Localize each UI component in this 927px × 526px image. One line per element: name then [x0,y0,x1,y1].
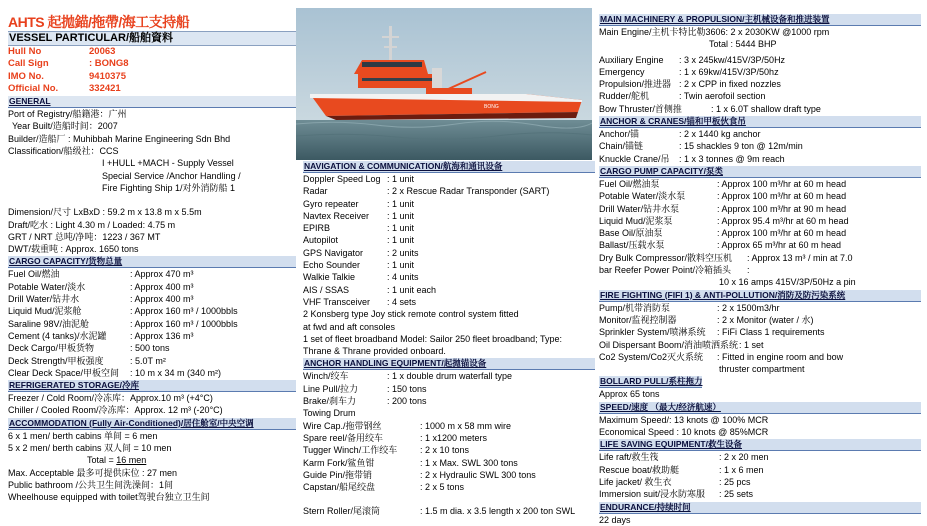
list-item: Wire Cap./拖带钢丝 : 1000 m x 58 mm wire [303,420,512,431]
total-men: Total = 16 men [87,455,147,466]
list-item: Life raft/救生筏 : 2 x 20 men [599,452,769,463]
navigation-list [303,173,595,308]
list-item: Winch/绞车 : 1 x double drum waterfall type [303,371,513,382]
list-item: Knuckle Crane/吊 : 1 x 3 tonnes @ 9m reach [599,153,785,164]
vessel-id-list [8,46,296,95]
list-item: Bow Thruster/首侧推 : 1 x 6.0T shallow draft type [599,103,821,114]
list-item: EPIRB : 1 unit [303,223,415,234]
nav-note: 1 set of fleet broadband Model: Sailor 250 fleet broadband; Type: [303,333,563,344]
draft: Draft/吃水 : Light 4.30 m / Loaded: 4.75 m [8,219,176,230]
classification: Classification/船级社：CCS [8,146,119,157]
reefer-power: 10 x 16 amps 415V/3P/50Hz a pin [719,277,856,288]
endurance-header: ENDURANCE/持续时间 [599,502,921,514]
life-saving-header: LIFE SAVING EQUIPMENT/救生设备 [599,439,921,451]
builder: Builder/造船厂 : Muhibbah Marine Engineering Sdn Bhd [8,133,231,144]
list-item: Drill Water/钻井水泵 : Approx 100 m³/hr at 90 m head [599,203,847,214]
list-item: Clear Deck Space/甲板空间 : 10 m x 34 m (340 m²) [8,367,222,378]
cargo-pump-list [599,178,921,289]
vessel-photo [296,8,592,160]
anchor-handling-header: ANCHOR HANDLING EQUIPMENT/起拋锚设备 [303,358,595,370]
list-item: Dry Bulk Compressor/散料空压机 : Approx 13 m³ / min at 7.0 [599,252,853,263]
list-item: Saraline 98V/油泥舱 : Approx 160 m³ / 1000bbls [8,318,238,329]
nav-note: 2 Konsberg type Joy stick remote control system fitted [303,309,519,320]
page-title: AHTS 起拋錨/拖帶/海工支持船 [8,14,190,30]
life-saving-list [599,451,921,500]
list-item: Stern Roller/尾滚筒 : 1.5 m dia. x 3.5 length x 200 ton SWL [303,506,576,517]
list-item: Navtex Receiver : 1 unit [303,210,415,221]
freezer: Freezer / Cold Room/冷冻库：Approx.10 m³ (+4°C) [8,393,213,404]
accommodation-header: ACCOMMODATION (Fully Air-Conditioned)/居住舱室/中央空调 [8,418,296,430]
cargo-capacity-header: CARGO CAPACITY/货物总量 [8,256,296,268]
cabins-single: 6 x 1 men/ berth cabins 单间 = 6 men [8,430,158,441]
list-item: Radar : 2 x Rescue Radar Transponder (SART) [303,186,550,197]
list-item: Oil Dispersant Boom/消油喷洒系统 : 1 set [599,339,764,350]
left-column [8,0,296,504]
public-bathroom: Public bathroom /公共卫生间洗澡间：1间 [8,479,174,490]
fire-fighting-header: FIRE FIGHTING (FIFI 1) & ANTI-POLLUTION/消防及防污染系统 [599,290,921,302]
list-item: Life jacket/ 救生衣 : 25 pcs [599,476,751,487]
chiller: Chiller / Cooled Room/冷冻库：Approx. 12 m³ (-20°C) [8,405,223,416]
main-engine: Main Engine/主机卡特比勒3606: 2 x 2030KW @1000 rpm [599,27,830,37]
max-acceptable: Max. Acceptable 最多可提供床位 : 27 men [8,467,178,478]
list-item: Chain/锚链 : 15 shackles 9 ton @ 12m/min [599,141,803,152]
anchor-handling-list [303,370,595,517]
list-item: Potable Water/淡水 : Approx 400 m³ [8,281,194,292]
max-speed: Maximum Speed/: 13 knots @ 100% MCR [599,414,769,425]
list-item: Line Pull/拉力 : 150 tons [303,383,427,394]
machinery-list [599,54,921,115]
list-item: Rescue boat/救助艇 : 1 x 6 men [599,464,764,475]
vessel-particular-header: VESSEL PARTICULAR/船舶資料 [8,31,296,46]
list-item: Sprinkler System/喷淋系统 : FiFi Class 1 requirements [599,327,825,338]
year-built: Year Built/造船时间：2007 [12,121,118,132]
class-line: Fire Fighting Ship 1/对外消防船 1 [102,182,236,193]
list-item: Cement (4 tanks)/水泥罐 : Approx 136 m³ [8,330,194,341]
list-item: Immersion suit/浸水防寒服 : 25 sets [599,489,754,500]
list-item: Potable Water/淡水泵 : Approx 100 m³/hr at 60 m head [599,191,847,202]
list-item: Liquid Mud/泥浆舱 : Approx 160 m³ / 1000bbls [8,306,238,317]
list-item: Walkie Talkie : 4 units [303,272,419,283]
cabins-double: 5 x 2 men/ berth cabins 双人间 = 10 men [8,443,172,454]
list-item: Brake/刹车力 : 200 tons [303,396,427,407]
id-row: Hull No 20063 [8,46,116,57]
right-column [599,13,921,526]
list-item: Capstan/船尾绞盘 : 2 x 5 tons [303,482,465,493]
id-row: Call Sign : BONG8 [8,58,129,70]
cargo-capacity-list [8,268,296,379]
list-item: Deck Strength/甲板强度 : 5.0T m² [8,355,166,366]
list-item: Spare reel/备用绞车 : 1 x1200 meters [303,432,488,443]
list-item: Co2 System/Co2灭火系统 : Fitted in engine room and bow [599,351,844,362]
list-item: Autopilot : 1 unit [303,235,415,246]
list-item: Deck Cargo/甲板货物 : 500 tons [8,343,170,354]
list-item: Fuel Oil/燃油泵 : Approx 100 m³/hr at 60 m head [599,178,847,189]
list-item: Auxiliary Engine : 3 x 245kw/415V/3P/50Hz [599,54,786,65]
list-item: AIS / SSAS : 1 unit each [303,284,437,295]
vessel-photo-image [296,8,592,160]
list-item: Base Oil/原油泵 : Approx 100 m³/hr at 60 m head [599,228,847,239]
bollard-pull-header: BOLLARD PULL/系柱拖力 [600,376,703,387]
anchor-cranes-list [599,128,921,165]
fire-fighting-list [599,302,921,376]
list-item: GPS Navigator : 2 units [303,247,419,258]
port-of-registry: Port of Registry/船籍港：广州 [8,109,127,120]
nav-note: at fwd and aft consoles [303,321,396,332]
list-item: VHF Transceiver : 4 sets [303,296,417,307]
list-item: Fuel Oil/燃油 : Approx 470 m³ [8,269,194,280]
bollard-pull-value: Approx 65 tons [599,389,660,400]
list-item: Ballast/压载水泵 : Approx 65 m³/hr at 60 m head [599,240,842,251]
refrigerated-header: REFRIGERATED STORAGE/冷库 [8,380,296,392]
grt-nrt: GRT / NRT 总吨/净吨：1223 / 367 MT [8,231,161,242]
list-item: Rudder/舵机 : Twin aerofoil section [599,91,766,102]
endurance-value: 22 days [599,514,631,525]
list-item: Karm Fork/鲨鱼钳 : 1 x Max. SWL 300 tons [303,457,518,468]
list-item: Echo Sounder : 1 unit [303,260,415,271]
middle-column [303,160,595,518]
list-item: bar Reefer Power Point/冷箱插头 : [599,265,750,276]
anchor-cranes-header: ANCHOR & CRANES/锚和甲板伙食吊 [599,116,921,128]
list-item: Drill Water/钻井水 : Approx 400 m³ [8,294,194,305]
dimension: Dimension/尺寸 LxBxD : 59.2 m x 13.8 m x 5.5m [8,207,202,218]
cargo-pump-header: CARGO PUMP CAPACITY/泵类 [599,166,921,178]
list-item: Doppler Speed Log : 1 unit [303,174,415,184]
class-line: Special Service /Anchor Handling / [102,170,241,181]
wheelhouse-toilet: Wheelhouse equipped with toilet驾驶台独立卫生间 [8,492,210,503]
list-item: Guide Pin/拖带销 : 2 x Hydraulic SWL 300 tons [303,469,536,480]
nav-note: Thrane & Thrane provided onboard. [303,346,446,357]
list-item: Gyro repeater : 1 unit [303,198,415,209]
svg-text:BONG: BONG [484,104,499,110]
class-line: I +HULL +MACH - Supply Vessel [102,158,234,169]
speed-header: SPEED/速度 （最大/经济航速） [599,402,921,414]
dwt: DWT/载重吨 : Approx. 1650 tons [8,244,139,255]
general-header: GENERAL [8,96,296,108]
main-machinery-header: MAIN MACHINERY & PROPULSION/主机械设备和推进装置 [599,14,921,26]
list-item: Tugger Winch/工作绞车 : 2 x 10 tons [303,445,470,456]
list-item: Emergency : 1 x 69kw/415V/3P/50hz [599,66,779,77]
co2-extra: thruster compartment [719,364,805,375]
id-row: IMO No. 9410375 [8,70,126,82]
list-item: Monitor/监视控制器 : 2 x Monitor (water / 水) [599,314,814,325]
list-item: Towing Drum [303,408,356,419]
eco-speed: Economical Speed : 10 knots @ 85%MCR [599,427,769,438]
navigation-header: NAVIGATION & COMMUNICATION/航海和通讯设备 [303,161,595,173]
list-item: Pump/机带消防泵 : 2 x 1500m3/hr [599,302,780,313]
list-item: Anchor/锚 : 2 x 1440 kg anchor [599,129,761,140]
total-bhp: Total : 5444 BHP [709,39,777,50]
list-item: Liquid Mud/泥浆泵 : Approx 95.4 m³/hr at 60 m head [599,215,849,226]
list-item: Propulsion/推进器 : 2 x CPP in fixed nozzles [599,79,781,90]
id-row: Official No. 332421 [8,82,121,94]
